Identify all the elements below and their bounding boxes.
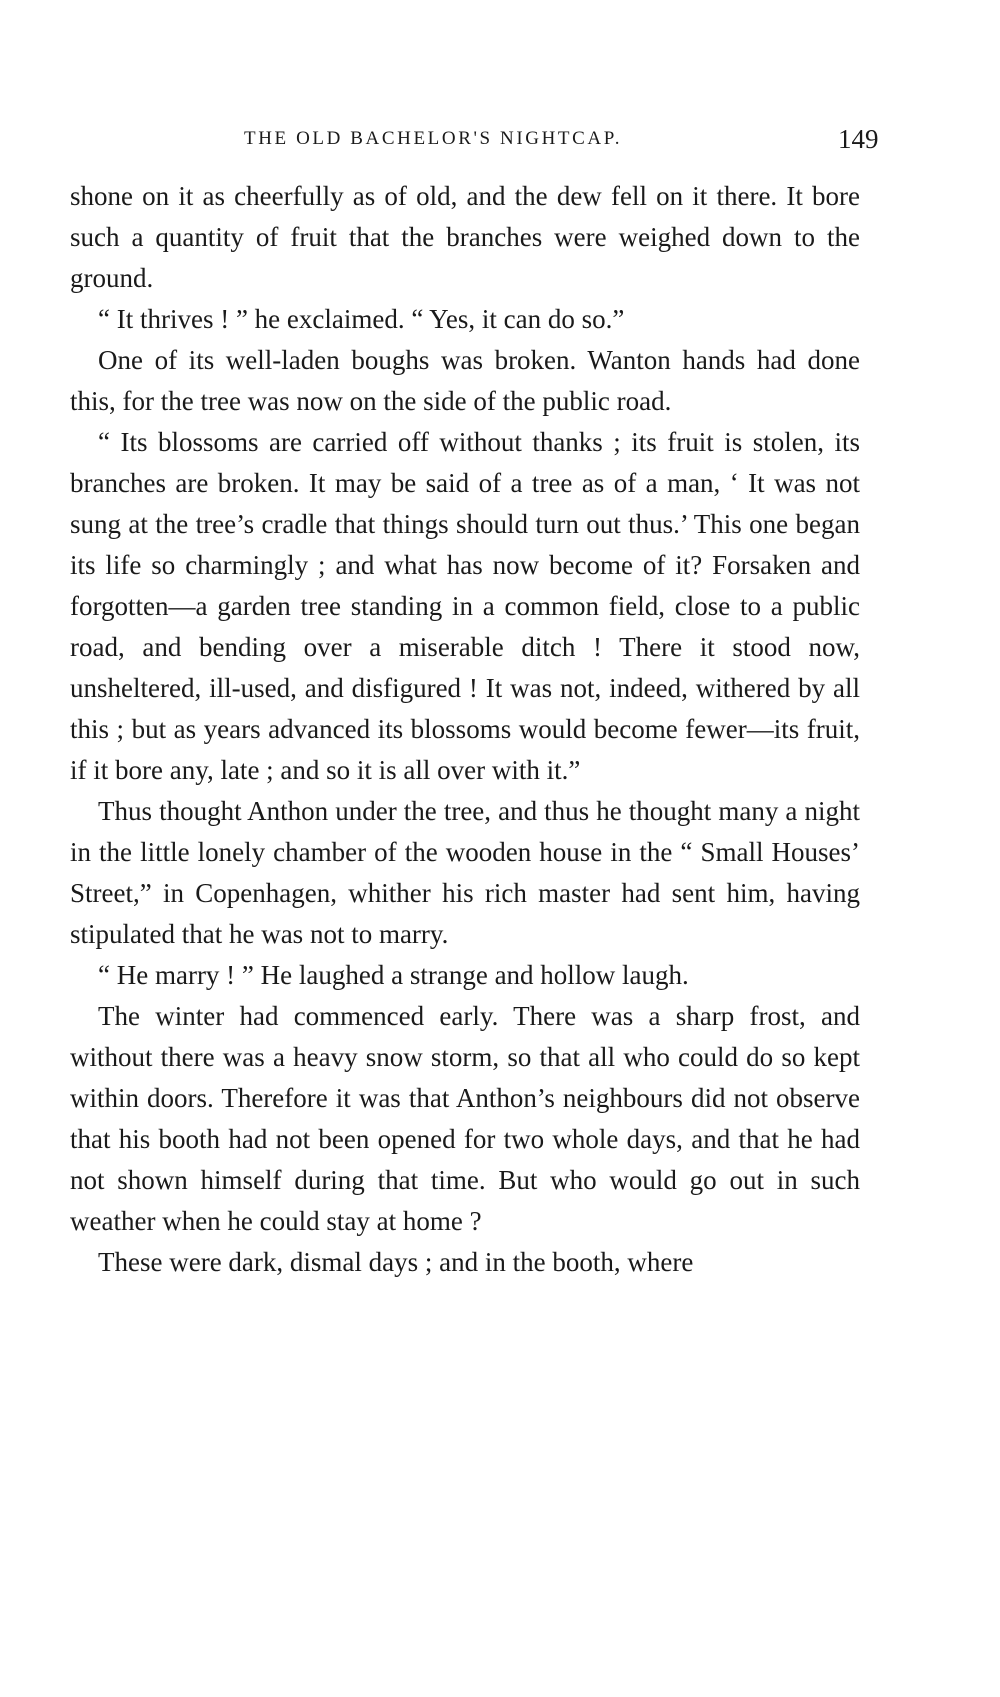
running-head <box>0 124 1000 164</box>
body-text <box>70 176 860 1283</box>
running-title: THE OLD BACHELOR'S NIGHTCAP. <box>244 128 623 149</box>
paragraph-6: “ He marry ! ” He laughed a strange and hollow laugh. <box>98 960 689 990</box>
paragraph-5: Thus thought Anthon under the tree, and thus he thought many a night in the little lonely chamber of the wooden house in the “ Small Houses’ Street,” in Copenhagen, whither his rich master had sent him, having stipulated that he was not to marry. <box>70 796 860 949</box>
paragraph-8: These were dark, dismal days ; and in the booth, where <box>98 1247 694 1277</box>
paragraph-2: “ It thrives ! ” he exclaimed. “ Yes, it can do so.” <box>98 304 625 334</box>
paragraph-4: “ Its blossoms are carried off without thanks ; its fruit is stolen, its branches are broken. It may be said of a tree as of a man, ‘ It was not sung at the tree’s cradle that things should turn out thus.’ This one began its life so charmingly ; and what has now become of it? Forsaken and forgotten—a garden tree standing in a common field, close to a public road, and bending over a miserable ditch ! There it stood now, unsheltered, ill-used, and disfigured ! It was not, indeed, withered by all this ; but as years advanced its blossoms would become fewer—its fruit, if it bore any, late ; and so it is all over with it.” <box>70 427 860 785</box>
paragraph-7: The winter had commenced early. There was a sharp frost, and without there was a heavy snow storm, so that all who could do so kept within doors. Therefore it was that Anthon’s neighbours did not observe that his booth had not been opened for two whole days, and that he had not shown himself during that time. But who would go out in such weather when he could stay at home ? <box>70 1001 860 1236</box>
page-number: 149 <box>838 124 879 154</box>
paragraph-3: One of its well-laden boughs was broken. Wanton hands had done this, for the tree was now on the side of the public road. <box>70 345 860 416</box>
paragraph-1: shone on it as cheerfully as of old, and the dew fell on it there. It bore such a quantity of fruit that the branches were weighed down to the ground. <box>70 181 860 293</box>
